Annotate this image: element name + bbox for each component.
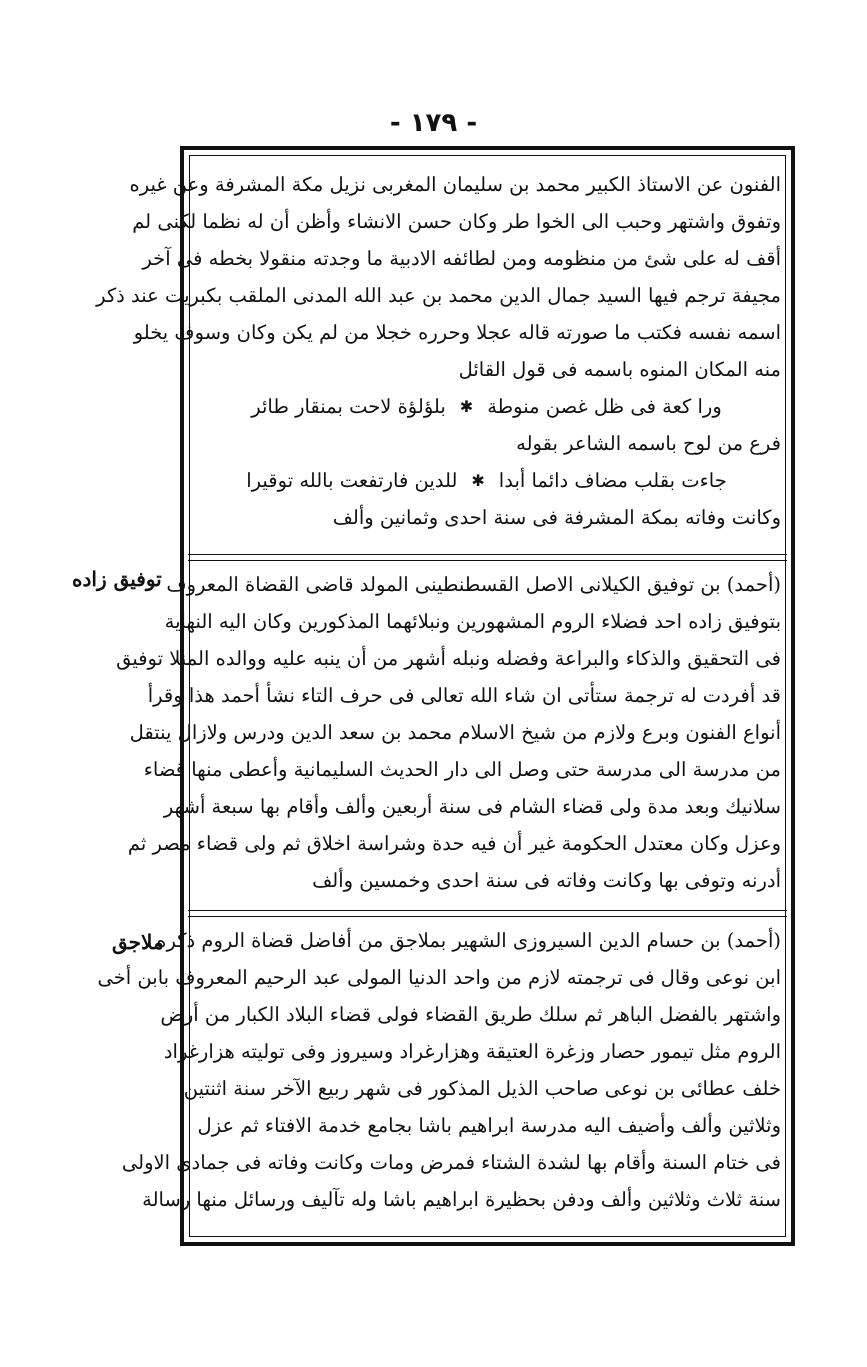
text-line: (أحمد) بن حسام الدين السيروزى الشهير بملاجق من أفاضل قضاة الروم ذكره — [156, 929, 781, 952]
entry-2-tawfiq-zadeh — [116, 566, 781, 899]
verse-hemistich-second: للدين فارتفعت بالله توقيرا — [246, 469, 458, 492]
text-line: فى ختام السنة وأقام بها لشدة الشتاء فمرض ومات وكانت وفاته فى جمادى الاولى — [121, 1151, 781, 1174]
text-line: واشتهر بالفضل الباهر ثم سلك طريق القضاء فولى قضاء البلاد الكبار من أرض — [160, 1003, 781, 1026]
text-line: الفنون عن الاستاذ الكبير محمد بن سليمان المغربى نزيل مكة المشرفة وعن غيره — [129, 173, 781, 196]
text-line: وثلاثين وألف وأضيف اليه مدرسة ابراهيم باشا بجامع خدمة الافتاء ثم عزل — [197, 1114, 781, 1137]
entry-3-mulajiq — [97, 922, 781, 1218]
text-line: مجيفة ترجم فيها السيد جمال الدين محمد بن عبد الله المدنى الملقب بكبريت عند ذكر — [96, 284, 781, 307]
text-line: بتوفيق زاده احد فضلاء الروم المشهورين ونبلائهما المذكورين وكان اليه النهاية — [164, 610, 781, 633]
text-line: سنة ثلاث وثلاثين وألف ودفن بحظيرة ابراهيم باشا وله تآليف ورسائل منها رسالة — [142, 1188, 781, 1211]
text-line: سلانيك وبعد مدة ولى قضاء الشام فى سنة أربعين وألف وأقام بها سبعة أشهر — [163, 795, 781, 818]
text-line: الروم مثل تيمور حصار وزغرة العتيقة وهزارغراد وسيروز وفى توليته هزارغراد — [163, 1040, 781, 1063]
entry-1-continuation — [96, 166, 781, 536]
text-line: أنواع الفنون وبرع ولازم من شيخ الاسلام محمد بن سعد الدين ودرس ولازال ينتقل — [129, 721, 781, 744]
margin-name-mulajiq: ملاجق — [112, 930, 164, 954]
margin-name-tawfiq-zadeh: توفيق زاده — [72, 567, 162, 591]
poetry-verse-1 — [192, 388, 781, 425]
text-line: فرع من لوح باسمه الشاعر بقوله — [516, 432, 781, 455]
text-line: وكانت وفاته بمكة المشرفة فى سنة احدى وثمانين وألف — [332, 506, 781, 529]
text-line: خلف عطائى بن نوعى صاحب الذيل المذكور فى شهر ربيع الآخر سنة اثنتين — [183, 1077, 781, 1100]
text-line: أقف له على شئ من منظومه ومن لطائفه الادبية ما وجدته منقولا بخطه فى آخر — [142, 247, 781, 270]
text-line: (أحمد) بن توفيق الكيلانى الاصل القسطنطينى المولد قاضى القضاة المعروف — [166, 573, 781, 596]
verse-separator-star-icon: ✱ — [471, 471, 485, 490]
text-line: منه المكان المنوه باسمه فى قول القائل — [458, 358, 781, 381]
text-line: أدرنه وتوفى بها وكانت وفاته فى سنة احدى وخمسين وألف — [312, 869, 781, 892]
verse-hemistich-first: ورا كعة فى ظل غصن منوطة — [487, 395, 722, 418]
text-line: اسمه نفسه فكتب ما صورته قاله عجلا وحرره خجلا من لم يكن وكان وسوف يخلو — [133, 321, 781, 344]
verse-hemistich-first: جاءت بقلب مضاف دائما أبدا — [498, 469, 727, 492]
text-line: وعزل وكان معتدل الحكومة غير أن فيه حدة وشراسة اخلاق ثم ولى قضاء مصر ثم — [127, 832, 781, 855]
entry-divider — [188, 554, 787, 561]
verse-separator-star-icon: ✱ — [459, 397, 474, 416]
verse-hemistich-second: بلؤلؤة لاحت بمنقار طائر — [251, 395, 446, 418]
text-line: قد أفردت له ترجمة ستأتى ان شاء الله تعالى فى حرف التاء نشأ أحمد هذا وقرأ — [147, 684, 781, 707]
text-line: ابن نوعى وقال فى ترجمته لازم من واحد الدنيا المولى عبد الرحيم المعروف بابن أخى — [97, 966, 781, 989]
poetry-verse-2 — [192, 462, 781, 499]
text-frame — [96, 146, 795, 1246]
text-line: وتفوق واشتهر وحبب الى الخوا طر وكان حسن الانشاء وأظن أن له نظما لكنى لم — [132, 210, 781, 233]
page-number: - ١٧٩ - — [389, 108, 478, 138]
text-line: من مدرسة الى مدرسة حتى وصل الى دار الحديث السليمانية وأعطى منها قضاء — [143, 758, 781, 781]
entry-divider — [188, 910, 787, 917]
text-line: فى التحقيق والذكاء والبراعة وفضله ونبله أشهر من أن ينبه عليه ووالده المنلا توفيق — [116, 647, 781, 670]
